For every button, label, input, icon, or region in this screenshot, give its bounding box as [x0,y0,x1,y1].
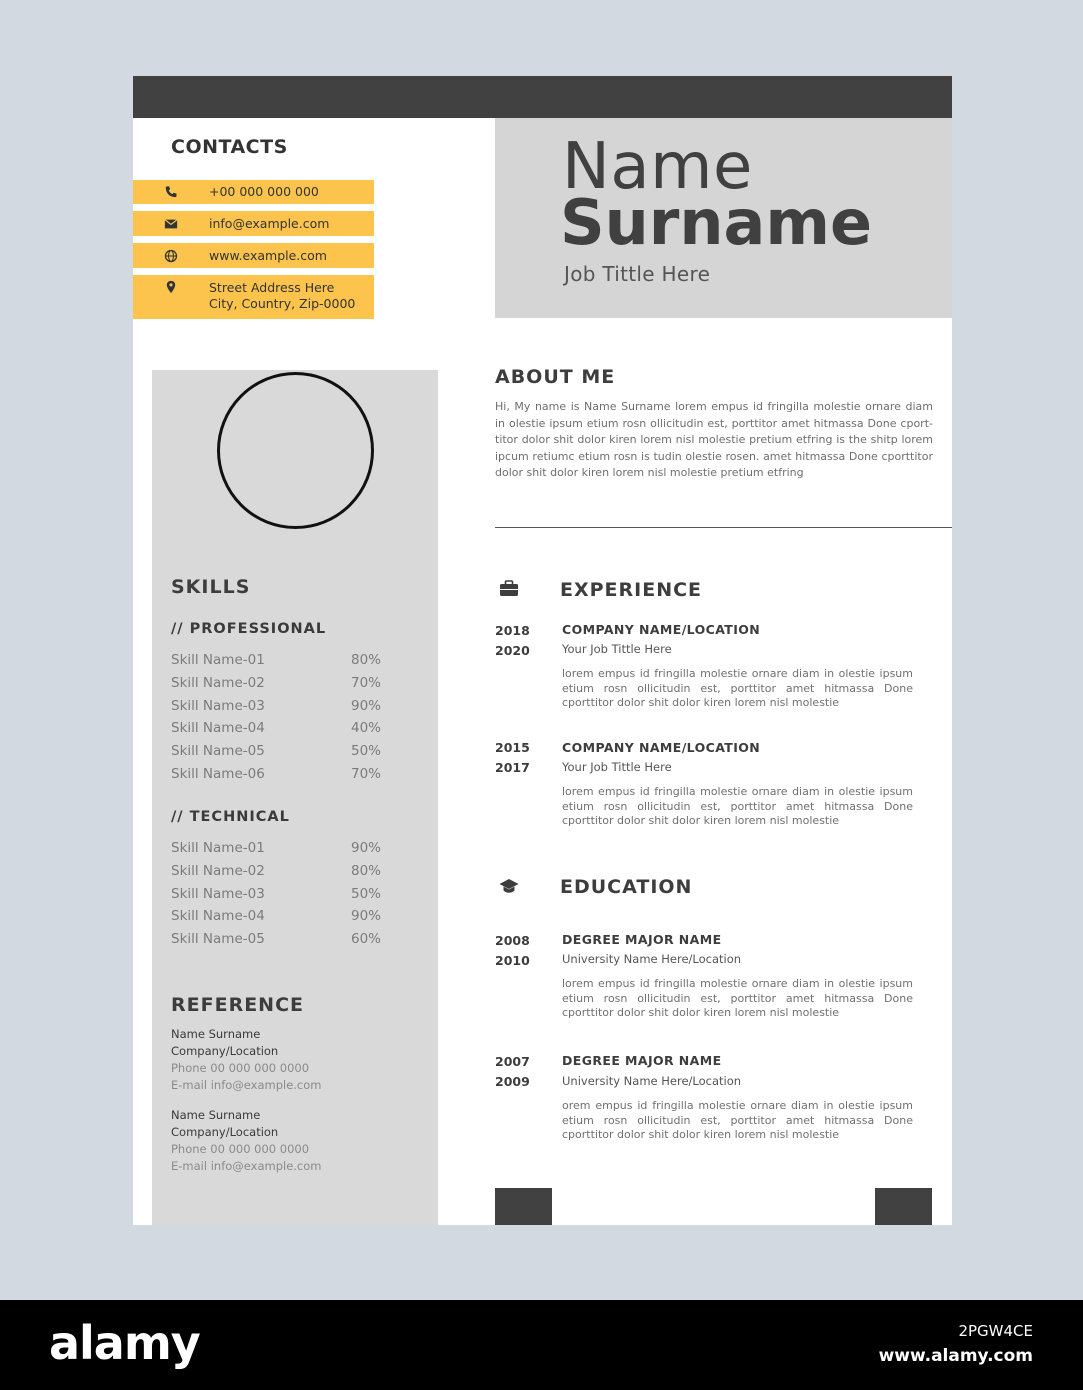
education-description: lorem empus id fringilla molestie ornare diam in olestie ipsum etium rosn ollicitudin est, porttitor amet hitmassa Done cporttitor dolor shit dolor kiren lorem nisl molestie [562,977,913,1019]
about-heading: ABOUT ME [495,366,616,388]
watermark-image-id: 2PGW4CE [958,1322,1033,1340]
top-bar [133,76,952,118]
envelope-icon [133,217,209,231]
skill-name: Skill Name-05 [171,743,265,760]
skill-row [171,743,381,766]
skill-percent: 40% [351,720,382,737]
reference-company: Company/Location [171,1125,279,1139]
skill-percent: 90% [351,908,382,925]
education-description: orem empus id fringilla molestie ornare diam in olestie ipsum etium rosn ollicitudin est, porttitor amet hitmassa Done cporttitor dolor shit dolor kiren lorem nisl molestie [562,1099,913,1141]
company-name: COMPANY NAME/LOCATION [562,740,761,755]
skill-name: Skill Name-01 [171,840,265,856]
professional-heading: // PROFESSIONAL [171,621,327,637]
skill-row [171,698,381,721]
watermark-url: www.alamy.com [878,1346,1033,1366]
skill-name: Skill Name-04 [171,908,265,925]
website-text: www.example.com [209,247,327,263]
experience-years [495,621,530,661]
skill-percent: 90% [351,840,382,856]
skill-name: Skill Name-05 [171,931,265,948]
reference-heading: REFERENCE [171,994,305,1016]
skill-name: Skill Name-02 [171,862,265,879]
university-name: University Name Here/Location [562,952,742,966]
contacts-heading: CONTACTS [171,136,288,158]
start-year: 2008 [495,933,530,948]
address-line2: City, Country, Zip-0000 [209,296,356,311]
phone-icon [133,185,209,199]
contact-website [133,243,374,268]
about-text: Hi, My name is Name Surname lorem empus id fringilla molestie ornare diam in olestie ipsum etium rosn ollicitudin est, porttitor amet hitmassa Done cport-titor dolor shit dolor kiren lorem nisl molestie pretium etfring is the shitp lorem ipcum retiumc etium rosn is tudin olestie rosen. amet hitmassa Done cporttitor dolor shit dolor kiren lorem nisl molestie pretium etfring [495,400,933,479]
footer-block-left [495,1188,552,1225]
skill-name: Skill Name-03 [171,885,265,902]
phone-text: +00 000 000 000 [209,184,319,199]
section-divider [495,527,952,528]
skill-percent: 50% [351,743,382,760]
address-text [209,280,355,312]
skill-row [171,931,381,954]
job-title: Job Tittle Here [564,262,711,286]
education-heading: EDUCATION [560,876,693,898]
reference-email: E-mail info@example.com [171,1078,322,1092]
footer-block-right [875,1188,932,1225]
reference-phone: Phone 00 000 000 0000 [171,1061,310,1075]
end-year: 2010 [495,953,530,968]
graduation-cap-icon [499,876,519,896]
experience-description: lorem empus id fringilla molestie ornare diam in olestie ipsum etium rosn ollicitudin est, porttitor amet hitmassa Done cporttitor dolor shit dolor kiren lorem nisl molestie [562,785,913,827]
experience-description: lorem empus id fringilla molestie ornare diam in olestie ipsum etium rosn ollicitudin est, porttitor amet hitmassa Done cporttitor dolor shit dolor kiren lorem nisl molestie [562,667,913,709]
skill-row [171,720,381,743]
skill-percent: 80% [351,862,382,879]
skill-name: Skill Name-04 [171,720,265,737]
skill-name: Skill Name-06 [171,765,265,782]
experience-heading: EXPERIENCE [560,579,703,601]
skill-row [171,675,381,698]
address-line1: Street Address Here [209,280,335,295]
end-year: 2017 [495,760,530,775]
skill-row [171,886,381,909]
university-name: University Name Here/Location [562,1074,742,1088]
company-name: COMPANY NAME/LOCATION [562,622,761,637]
skill-row [171,652,381,675]
contact-phone [133,180,374,204]
skill-percent: 80% [351,652,382,668]
reference-item [171,1026,322,1094]
skill-row [171,840,381,863]
skill-row [171,863,381,886]
position-title: Your Job Tittle Here [562,642,672,656]
end-year: 2020 [495,643,530,658]
degree-name: DEGREE MAJOR NAME [562,1053,722,1068]
education-years [495,1052,530,1092]
last-name: Surname [560,186,872,259]
position-title: Your Job Tittle Here [562,760,672,774]
education-years [495,931,530,971]
globe-icon [133,249,209,263]
start-year: 2007 [495,1054,530,1069]
contact-email [133,211,374,236]
professional-skill-list [171,652,381,789]
first-name: Name [562,130,753,204]
profile-photo-placeholder [217,372,374,529]
start-year: 2015 [495,740,530,755]
skill-row [171,908,381,931]
end-year: 2009 [495,1074,530,1089]
start-year: 2018 [495,623,530,638]
location-pin-icon [133,280,209,294]
skill-percent: 70% [351,765,382,782]
skill-percent: 60% [351,931,382,948]
watermark-logo: alamy [49,1316,200,1370]
reference-phone: Phone 00 000 000 0000 [171,1142,310,1156]
skill-name: Skill Name-03 [171,697,265,714]
reference-item [171,1107,322,1175]
reference-name: Name Surname [171,1108,261,1122]
email-text: info@example.com [209,215,330,231]
skill-row [171,766,381,789]
experience-years [495,738,530,778]
skill-name: Skill Name-02 [171,674,265,691]
degree-name: DEGREE MAJOR NAME [562,932,722,947]
technical-heading: // TECHNICAL [171,809,290,825]
technical-skill-list [171,840,381,954]
contact-address [133,275,374,319]
skill-name: Skill Name-01 [171,652,265,668]
reference-email: E-mail info@example.com [171,1159,322,1173]
skill-percent: 70% [351,674,382,691]
reference-company: Company/Location [171,1044,279,1058]
skills-heading: SKILLS [171,576,251,598]
skill-percent: 90% [351,697,382,714]
briefcase-icon [499,579,519,599]
reference-name: Name Surname [171,1027,261,1041]
skill-percent: 50% [351,885,382,902]
